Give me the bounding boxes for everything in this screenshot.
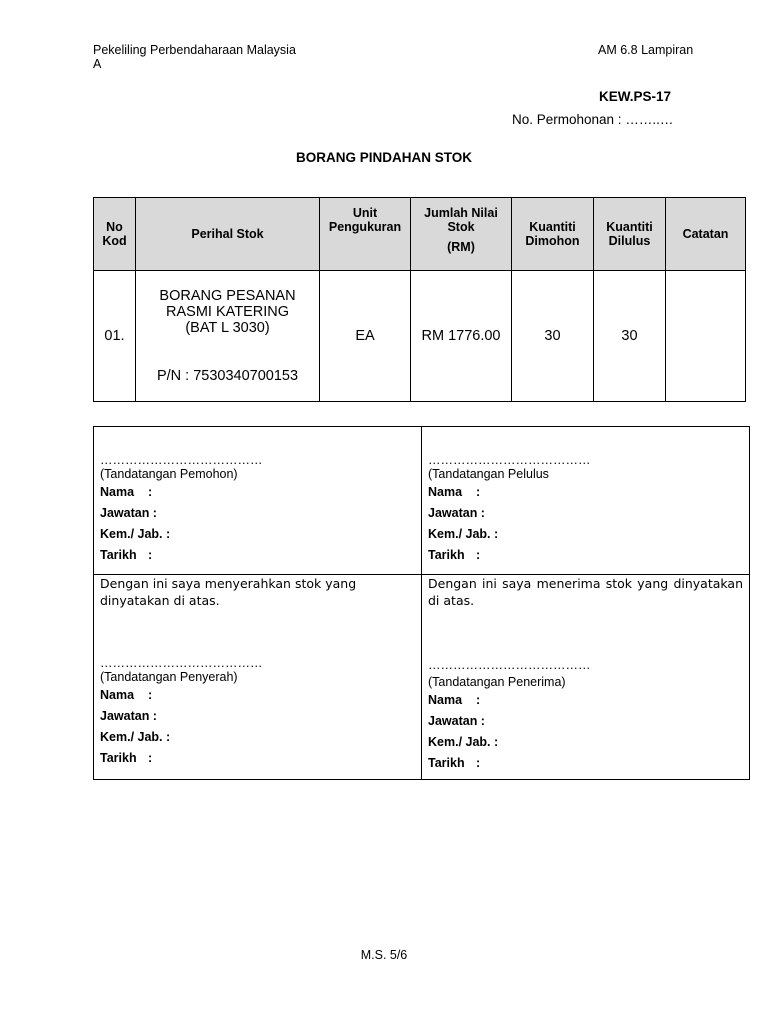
- pemohon-label: (Tandatangan Pemohon): [100, 467, 238, 481]
- field-jawatan: Jawatan :: [100, 709, 157, 723]
- cell-catatan: [666, 271, 746, 402]
- field-colon: :: [476, 756, 481, 770]
- pelulus-label: (Tandatangan Pelulus: [428, 467, 549, 481]
- declaration-handover: Dengan ini saya menyerahkan stok yang dinyatakan di atas.: [100, 576, 357, 608]
- col-jumlah-unit: (RM): [447, 240, 475, 254]
- header-left-wrap: A: [93, 57, 102, 71]
- field-nama: [100, 685, 415, 706]
- signature-line: …………………………………: [428, 658, 591, 672]
- field-nama: [100, 482, 415, 503]
- penyerah-block: [94, 575, 422, 780]
- form-code: KEW.PS-17: [599, 89, 672, 104]
- field-colon: :: [476, 693, 481, 707]
- declaration-receive: Dengan ini saya menerima stok yang dinyatakan di atas.: [428, 576, 743, 608]
- table-row: [94, 271, 746, 402]
- cell-dilulus: 30: [594, 271, 666, 402]
- col-jumlah-label: Jumlah Nilai Stok: [424, 206, 498, 234]
- field-colon: :: [476, 548, 481, 562]
- field-kem: Kem./ Jab. :: [428, 735, 499, 749]
- col-jumlah: [411, 198, 512, 271]
- field-nama-label: Nama: [100, 485, 135, 499]
- col-perihal: Perihal Stok: [136, 198, 320, 271]
- signature-line: …………………………………: [100, 656, 263, 670]
- cell-jumlah: RM 1776.00: [411, 271, 512, 402]
- field-nama-label: Nama: [100, 688, 135, 702]
- stock-table: [93, 197, 746, 402]
- header-right: AM 6.8 Lampiran: [598, 43, 694, 57]
- field-nama: [428, 482, 743, 503]
- pelulus-block: [422, 427, 750, 575]
- field-tarikh-label: Tarikh: [100, 548, 137, 562]
- field-nama-label: Nama: [428, 485, 463, 499]
- item-part-number: P/N : 7530340700153: [156, 368, 299, 384]
- field-jawatan: Jawatan :: [100, 506, 157, 520]
- field-tarikh: [428, 753, 743, 774]
- pemohon-block: [94, 427, 422, 575]
- cell-dimohon: 30: [512, 271, 594, 402]
- field-jawatan: Jawatan :: [428, 506, 485, 520]
- signature-line: …………………………………: [100, 453, 263, 467]
- col-catatan: Catatan: [666, 198, 746, 271]
- field-kem: Kem./ Jab. :: [100, 527, 171, 541]
- penerima-label: (Tandatangan Penerima): [428, 675, 566, 689]
- field-nama-label: Nama: [428, 693, 463, 707]
- page-number: M.S. 5/6: [360, 948, 408, 962]
- field-kem: Kem./ Jab. :: [428, 527, 499, 541]
- field-jawatan: Jawatan :: [428, 714, 485, 728]
- item-name: BORANG PESANAN RASMI KATERING (BAT L 3030): [159, 288, 296, 336]
- col-dilulus: Kuantiti Dilulus: [594, 198, 666, 271]
- penerima-block: [422, 575, 750, 780]
- field-colon: :: [148, 485, 153, 499]
- table-header-row: [94, 198, 746, 271]
- penyerah-label: (Tandatangan Penyerah): [100, 670, 238, 684]
- header-left: [93, 43, 296, 71]
- field-colon: :: [476, 485, 481, 499]
- field-colon: :: [148, 751, 153, 765]
- col-unit: Unit Pengukuran: [320, 198, 411, 271]
- col-no-kod: No Kod: [94, 198, 136, 271]
- field-colon: :: [148, 688, 153, 702]
- cell-perihal: [136, 271, 320, 402]
- field-kem: Kem./ Jab. :: [100, 730, 171, 744]
- cell-no-kod: 01.: [94, 271, 136, 402]
- signature-line: …………………………………: [428, 453, 591, 467]
- field-nama: [428, 690, 743, 711]
- page-title: BORANG PINDAHAN STOK: [295, 150, 472, 165]
- cell-unit: EA: [320, 271, 411, 402]
- application-number: No. Permohonan : ……..…: [512, 112, 674, 127]
- field-tarikh: [100, 748, 415, 769]
- field-colon: :: [148, 548, 153, 562]
- field-tarikh: [100, 545, 415, 566]
- field-tarikh: [428, 545, 743, 566]
- col-dimohon: Kuantiti Dimohon: [512, 198, 594, 271]
- header-left-text: Pekeliling Perbendaharaan Malaysia: [93, 43, 296, 57]
- field-tarikh-label: Tarikh: [100, 751, 137, 765]
- field-tarikh-label: Tarikh: [428, 548, 465, 562]
- signature-table: [93, 426, 750, 780]
- field-tarikh-label: Tarikh: [428, 756, 465, 770]
